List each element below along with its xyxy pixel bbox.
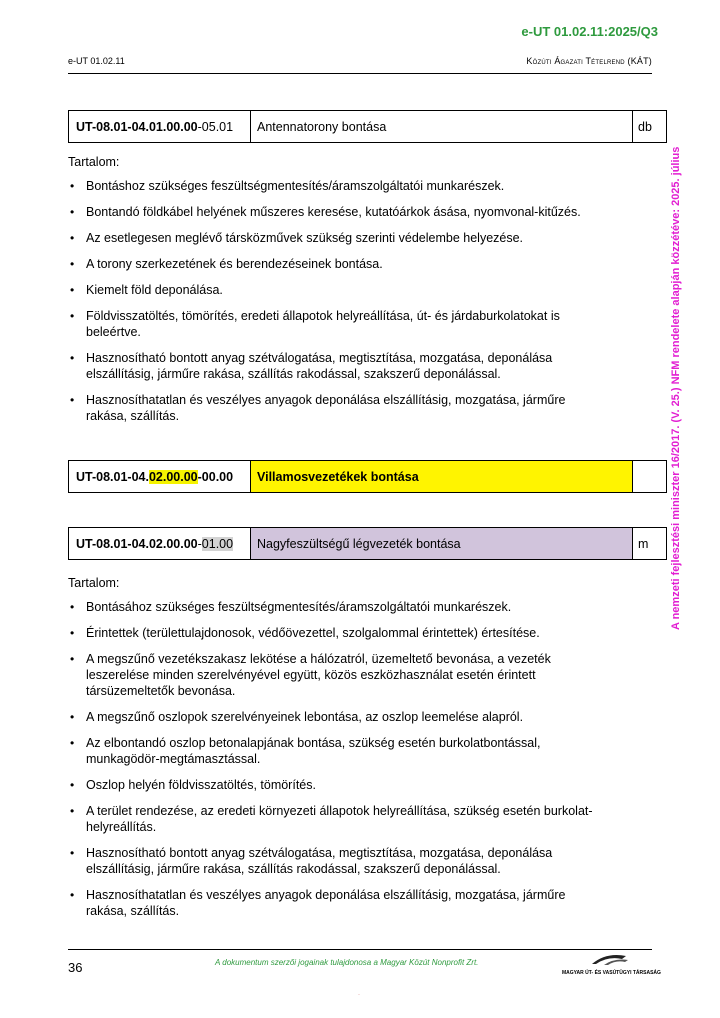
- item-code: [69, 461, 251, 492]
- list-item: • Hasznosíthatatlan és veszélyes anyagok deponálása elszállításig, mozgatása, járműre rakása, szállítás.: [68, 887, 628, 919]
- item-code: [69, 111, 251, 142]
- item-unit: [633, 461, 666, 492]
- item-unit: db: [638, 119, 652, 134]
- list-item: • Hasznosíthatatlan és veszélyes anyagok deponálása elszállításig, mozgatása, járműre rakása, szállítás.: [68, 392, 628, 424]
- document-code: e-UT 01.02.11:2025/Q3: [521, 24, 658, 39]
- item-code-main: UT-08.01-04.02.00.00: [76, 536, 198, 551]
- logo-text: MAGYAR ÚT- ÉS VASÚTÜGYI TÁRSASÁG: [562, 970, 661, 976]
- content-label: Tartalom:: [68, 576, 120, 590]
- content-list: [68, 178, 628, 424]
- item-code-suffix: -00.00: [197, 469, 234, 484]
- item-name: Antennatorony bontása: [251, 111, 633, 142]
- item-content-antennatorony: [68, 154, 628, 434]
- item-code-main: UT-08.01-04.: [76, 469, 149, 484]
- stray-dot: ·: [358, 992, 360, 998]
- header-left: e-UT 01.02.11: [68, 56, 125, 66]
- item-code: [69, 528, 251, 559]
- list-item: • Bontásához szükséges feszültségmentesítés/áramszolgáltatói munkarészek.: [68, 599, 628, 615]
- item-table-antennatorony: [68, 110, 667, 143]
- company-logo: [562, 950, 661, 976]
- item-table-nagyfeszultsegu: [68, 527, 667, 560]
- content-label: Tartalom:: [68, 155, 120, 169]
- page-header: [68, 56, 652, 74]
- item-name: Nagyfeszültségű légvezeték bontása: [251, 528, 633, 559]
- item-code-suffix: -05.01: [197, 119, 234, 134]
- list-item: • Hasznosítható bontott anyag szétválogatása, megtisztítása, mozgatása, deponálása elszállításig, járműre rakása, szállítás rakodással, szakszerű deponálással.: [68, 845, 628, 877]
- item-content-nagyfeszultsegu: [68, 575, 628, 929]
- header-right: Közúti Ágazati Tételrend (KÁT): [526, 56, 652, 66]
- list-item: • Érintettek (területtulajdonosok, védőövezettel, szolgalommal érintettek) értesítése.: [68, 625, 628, 641]
- list-item: • Kiemelt föld deponálása.: [68, 282, 628, 298]
- list-item: • A torony szerkezetének és berendezéseinek bontása.: [68, 256, 628, 272]
- item-code-main: UT-08.01-04.01.00.00: [76, 119, 198, 134]
- list-item: • A terület rendezése, az eredeti környezeti állapotok helyreállítása, szükség esetén burkolat-helyreállítás.: [68, 803, 628, 835]
- page-number: 36: [68, 960, 83, 975]
- list-item: • Földvisszatöltés, tömörítés, eredeti állapotok helyreállítása, út- és járdaburkolatokat is beleértve.: [68, 308, 628, 340]
- item-unit: m: [638, 536, 649, 551]
- item-table-villamosvezetekek: [68, 460, 667, 493]
- copyright-note: A dokumentum szerzői jogainak tulajdonosa a Magyar Közút Nonprofit Zrt.: [215, 958, 479, 967]
- list-item: • Hasznosítható bontott anyag szétválogatása, megtisztítása, mozgatása, deponálása elszállításig, járműre rakása, szállítás rakodással, szakszerű deponálással.: [68, 350, 628, 382]
- list-item: • Oszlop helyén földvisszatöltés, tömörítés.: [68, 777, 628, 793]
- side-publication-note: A nemzeti fejlesztési miniszter 16/2017. (V. 25.) NFM rendelete alapján közzétéve: 2025. július: [670, 146, 682, 630]
- content-list: [68, 599, 628, 919]
- logo-swoosh-icon: [562, 950, 654, 968]
- item-name: Villamosvezetékek bontása: [251, 461, 633, 492]
- item-code-highlight: 01.00: [201, 536, 234, 551]
- list-item: • Bontandó földkábel helyének műszeres keresése, kutatóárkok ásása, nyomvonal-kitűzés.: [68, 204, 628, 220]
- list-item: • A megszűnő vezetékszakasz lekötése a hálózatról, üzemeltető bevonása, a vezeték leszerelése minden szerelvényével együtt, közös eszközhasználat esetén érintett társüzemeltetők bevonása.: [68, 651, 628, 699]
- list-item: • Az esetlegesen meglévő társközművek szükség szerinti védelembe helyezése.: [68, 230, 628, 246]
- item-code-highlight: 02.00.00: [148, 469, 198, 484]
- item-code-dash: -: [197, 536, 202, 551]
- list-item: • Bontáshoz szükséges feszültségmentesítés/áramszolgáltatói munkarészek.: [68, 178, 628, 194]
- list-item: • A megszűnő oszlopok szerelvényeinek lebontása, az oszlop leemelése alapról.: [68, 709, 628, 725]
- list-item: • Az elbontandó oszlop betonalapjának bontása, szükség esetén burkolatbontással, munkagödör-megtámasztással.: [68, 735, 628, 767]
